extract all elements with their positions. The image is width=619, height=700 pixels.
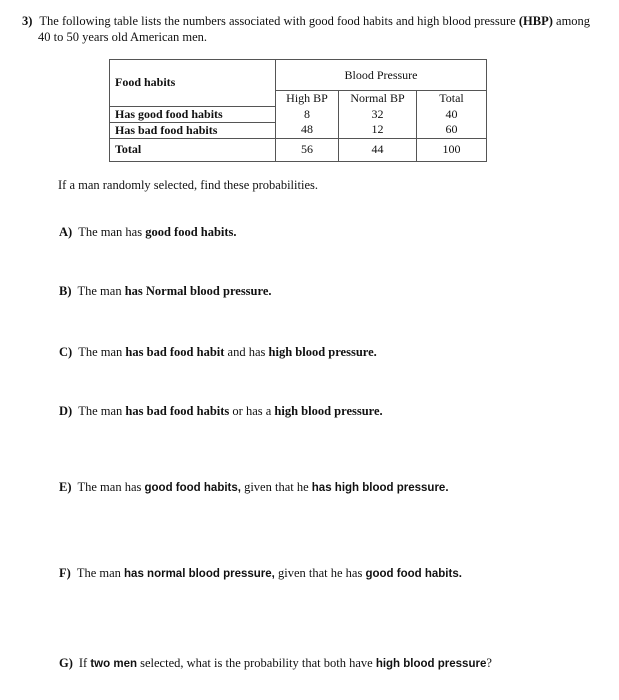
question-emphasis: good food habits. bbox=[365, 568, 462, 580]
row-label-total: Total bbox=[110, 138, 276, 161]
problem-text-line2: 40 to 50 years old American men. bbox=[38, 30, 208, 44]
row-label-good-habits: Has good food habits bbox=[110, 106, 276, 122]
problem-number: 3) bbox=[22, 14, 33, 28]
question-text: given that he has bbox=[274, 566, 366, 580]
question-emphasis: has high blood pressure. bbox=[311, 482, 449, 494]
problem-text-part1: The following table lists the numbers associated with good food habits and high blood pressure bbox=[39, 14, 519, 28]
question-text: If bbox=[78, 656, 91, 670]
table-cell: 48 bbox=[301, 122, 313, 137]
question-emphasis: good food habits, bbox=[144, 482, 241, 494]
column-header-high-bp: High BP bbox=[276, 91, 339, 107]
table-row-header: Food habits bbox=[110, 60, 276, 107]
row-label-bad-habits: Has bad food habits bbox=[110, 122, 276, 138]
question-label: D) bbox=[59, 404, 73, 418]
table-cell: 8 bbox=[304, 106, 310, 121]
question-emphasis: good food habits. bbox=[145, 225, 237, 239]
table-cell: 32 bbox=[339, 106, 417, 122]
table-row bbox=[110, 122, 487, 138]
problem-text-part2: among bbox=[552, 14, 591, 28]
question-text: selected, what is the probability that both have bbox=[136, 656, 376, 670]
question-f bbox=[59, 566, 462, 581]
question-emphasis: high blood pressure bbox=[375, 658, 487, 670]
table-cell: 40 bbox=[417, 106, 487, 122]
question-text: The man bbox=[78, 345, 126, 359]
question-emphasis: has Normal blood pressure. bbox=[124, 284, 272, 298]
column-header-total: Total bbox=[417, 91, 487, 107]
question-text: The man bbox=[77, 284, 125, 298]
problem-statement bbox=[22, 13, 612, 45]
table-row bbox=[110, 106, 487, 122]
question-text: ? bbox=[486, 656, 492, 670]
question-label: C) bbox=[59, 345, 73, 359]
question-label: B) bbox=[59, 284, 72, 298]
table-cell: 56 bbox=[276, 138, 339, 161]
question-text: and has bbox=[224, 345, 269, 359]
table-cell: 12 bbox=[339, 122, 417, 138]
question-g bbox=[59, 656, 492, 671]
instructions-text: If a man randomly selected, find these probabilities. bbox=[58, 178, 318, 192]
question-text: The man has bbox=[77, 480, 145, 494]
table-row bbox=[110, 138, 487, 161]
question-emphasis: high blood pressure. bbox=[274, 404, 383, 418]
question-e bbox=[59, 480, 449, 495]
question-emphasis: two men bbox=[90, 658, 137, 670]
column-header-normal-bp: Normal BP bbox=[339, 91, 417, 107]
food-habits-table bbox=[109, 59, 487, 162]
table-cell: 100 bbox=[417, 138, 487, 161]
question-text: given that he bbox=[240, 480, 312, 494]
question-label: E) bbox=[59, 480, 72, 494]
question-b bbox=[59, 284, 272, 299]
question-text: The man has bbox=[78, 225, 146, 239]
question-text: The man bbox=[76, 566, 125, 580]
question-emphasis: high blood pressure. bbox=[268, 345, 377, 359]
question-a bbox=[59, 225, 237, 240]
question-label: F) bbox=[59, 566, 71, 580]
table-group-header: Blood Pressure bbox=[276, 60, 487, 91]
question-text: or has a bbox=[229, 404, 275, 418]
question-label: A) bbox=[59, 225, 73, 239]
question-text: The man bbox=[78, 404, 126, 418]
problem-text-hbp: (HBP) bbox=[518, 14, 553, 28]
table-cell: 60 bbox=[417, 122, 487, 138]
question-label: G) bbox=[59, 656, 73, 670]
question-emphasis: has normal blood pressure, bbox=[124, 568, 275, 580]
question-emphasis: has bad food habit bbox=[125, 345, 225, 359]
question-d bbox=[59, 404, 383, 419]
table-cell: 44 bbox=[339, 138, 417, 161]
question-c bbox=[59, 345, 377, 360]
question-emphasis: has bad food habits bbox=[125, 404, 230, 418]
